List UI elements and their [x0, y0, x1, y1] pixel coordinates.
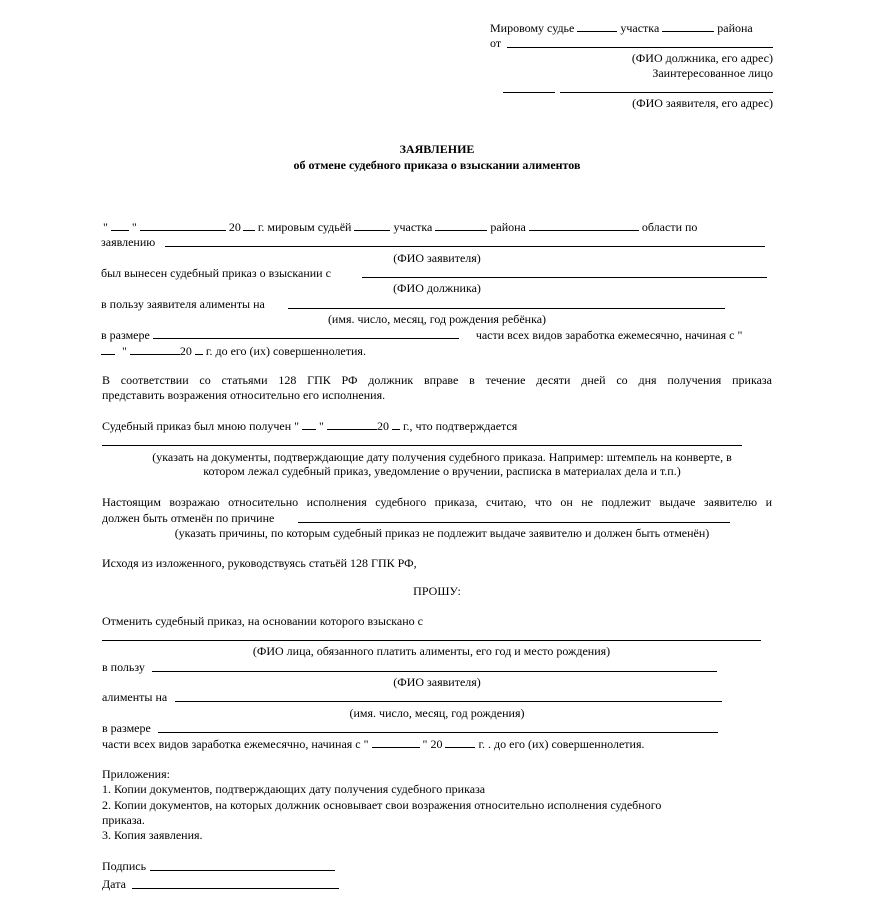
request-line1: Отменить судебный приказ, на основании которого взыскано с — [102, 614, 423, 628]
blank-start-month[interactable] — [130, 344, 180, 355]
blank-request-year[interactable] — [445, 737, 475, 748]
blank-start-year[interactable] — [195, 344, 203, 355]
proshu-heading: ПРОШУ: — [413, 584, 461, 598]
blank-amount[interactable] — [153, 328, 459, 339]
blank-region[interactable] — [529, 220, 639, 231]
blank-received-year[interactable] — [392, 419, 400, 430]
blank-district[interactable] — [435, 220, 487, 231]
applicant-blank-short[interactable] — [503, 92, 555, 93]
header-from-label: от — [490, 36, 502, 50]
applicant-blank-long[interactable] — [560, 92, 773, 93]
request-v-polzu: в пользу — [102, 660, 145, 674]
blank-request-amount[interactable] — [158, 732, 718, 733]
intro-line-5: " 20 г. до его (их) совершеннолетия. — [101, 344, 366, 357]
blank-start-day[interactable] — [101, 344, 115, 355]
received-caption-1: (указать на документы, подтверждающие дату получения судебного приказа. Например: штемпель на конверте, в — [152, 450, 732, 464]
request-alimenty: алименты на — [102, 690, 168, 704]
blank-request-date[interactable] — [372, 737, 420, 748]
blank-section[interactable] — [354, 220, 390, 231]
blank-obliged-person[interactable] — [102, 640, 761, 641]
received-caption-2: котором лежал судебный приказ, уведомление о вручении, расписка в материалах дела и т.п.) — [203, 464, 681, 478]
attachments-title: Приложения: — [102, 767, 170, 781]
blank-child[interactable] — [288, 308, 725, 309]
signature-label: Подпись — [102, 859, 147, 873]
blank-received-proof[interactable] — [102, 445, 742, 446]
document-title: ЗАЯВЛЕНИЕ — [399, 142, 475, 156]
para1-line2: представить возражения относительно его исполнения. — [102, 388, 386, 402]
received-line: Судебный приказ был мною получен " " 20 г., что подтверждается — [102, 419, 518, 433]
request-v-razmere: в размере — [102, 721, 151, 735]
blank-request-child[interactable] — [175, 701, 722, 702]
request-caption-3: (имя. число, месяц, год рождения) — [349, 706, 525, 720]
intro-vynesen: был вынесен судебный приказ о взыскании с — [101, 266, 331, 280]
blank-debtor-name[interactable] — [362, 277, 767, 278]
header-line-judge: Мировому судье участка района — [490, 21, 753, 35]
objection-caption: (указать причины, по которым судебный приказ не подлежит выдаче заявителю и должен быть отменён) — [174, 526, 710, 540]
debtor-blank[interactable] — [507, 47, 773, 48]
objection-line2: должен быть отменён по причине — [102, 511, 275, 525]
objection-line1: Настоящим возражаю относительно исполнения судебного приказа, считаю, что он не подлежит выдаче заявителю и — [102, 495, 772, 509]
intro-v-razmere: в размере части всех видов заработка ежемесячно, начиная с " — [101, 328, 743, 342]
blank-year[interactable] — [243, 220, 255, 231]
debtor-caption: (ФИО должника, его адрес) — [631, 51, 773, 65]
attachment-item-2: 2. Копии документов, на которых должник основывает свои возражения относительно исполнения судебного — [102, 798, 662, 812]
date-label: Дата — [102, 877, 126, 891]
blank-objection-reason[interactable] — [298, 522, 730, 523]
attachment-item-3: 3. Копия заявления. — [102, 828, 203, 842]
blank-request-applicant[interactable] — [152, 671, 717, 672]
document-subtitle: об отмене судебного приказа о взыскании алиментов — [293, 158, 581, 172]
para1-line1: В соответствии со статьями 128 ГПК РФ должник вправе в течение десяти дней со дня получения приказа — [102, 373, 772, 387]
attachment-item-2-cont: приказа. — [102, 813, 145, 827]
request-line-chasti: части всех видов заработка ежемесячно, начиная с " " 20 г. . до его (их) совершеннолетия. — [102, 737, 645, 751]
signature-blank[interactable] — [150, 870, 335, 871]
intro-v-polzu: в пользу заявителя алименты на — [101, 297, 265, 311]
caption-debtor: (ФИО должника) — [393, 281, 481, 295]
blank-month[interactable] — [140, 220, 226, 231]
blank-applicant-name[interactable] — [165, 246, 765, 247]
applicant-caption: (ФИО заявителя, его адрес) — [632, 96, 773, 110]
blank-received-day[interactable] — [302, 419, 316, 430]
request-caption-1: (ФИО лица, обязанного платить алименты, его год и место рождения) — [252, 644, 611, 658]
blank-judge[interactable] — [577, 21, 617, 32]
caption-child: (имя. число, месяц, год рождения ребёнка) — [327, 312, 547, 326]
request-caption-2: (ФИО заявителя) — [393, 675, 481, 689]
caption-applicant: (ФИО заявителя) — [393, 251, 481, 265]
intro-zayavleniyu: заявлению — [101, 235, 156, 249]
blank-day[interactable] — [111, 220, 129, 231]
attachment-item-1: 1. Копии документов, подтверждающих дату получения судебного приказа — [102, 782, 486, 796]
blank-received-month[interactable] — [327, 419, 377, 430]
date-blank[interactable] — [132, 888, 339, 889]
blank-district-number[interactable] — [662, 21, 714, 32]
intro-line-1: " " 20 г. мировым судьёй участка района области по — [103, 220, 698, 234]
interested-person-label: Заинтересованное лицо — [652, 66, 773, 80]
based-on-line: Исходя из изложенного, руководствуясь статьёй 128 ГПК РФ, — [102, 556, 417, 570]
